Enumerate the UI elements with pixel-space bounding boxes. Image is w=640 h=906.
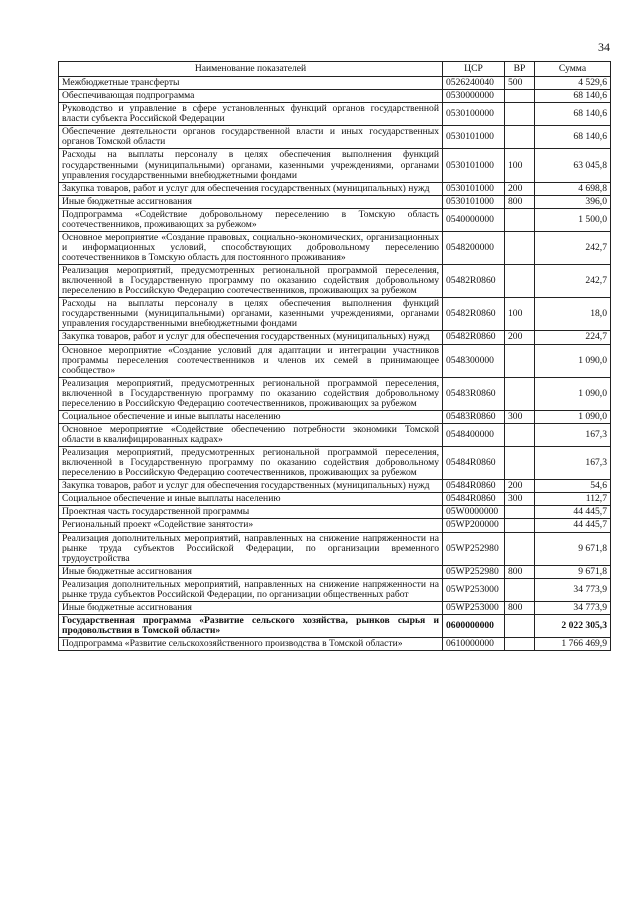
- cell-csr: 05482R0860: [443, 265, 505, 298]
- table-row: [59, 126, 611, 149]
- cell-sum: 44 445,7: [535, 519, 611, 532]
- cell-name: Расходы на выплаты персоналу в целях обеспечения выполнения функций государственными (муниципальными) органами, казенными учреждениями, органами управления государственными внебюджетными фондами: [59, 149, 443, 182]
- cell-name: Основное мероприятие «Содействие обеспечению потребности экономики Томской области в квалифицированных кадрах»: [59, 423, 443, 446]
- header-name: Наименование показателей: [59, 62, 443, 77]
- cell-vr: [505, 638, 535, 651]
- table-row: [59, 493, 611, 506]
- cell-vr: [505, 506, 535, 519]
- cell-vr: [505, 447, 535, 480]
- cell-vr: [505, 126, 535, 149]
- cell-csr: 05WP252980: [443, 532, 505, 565]
- cell-sum: 167,3: [535, 423, 611, 446]
- budget-table: [58, 61, 611, 651]
- cell-vr: 200: [505, 182, 535, 195]
- table-row: [59, 331, 611, 344]
- table-row: [59, 377, 611, 410]
- cell-sum: 34 773,9: [535, 601, 611, 614]
- cell-sum: 68 140,6: [535, 103, 611, 126]
- cell-name: Закупка товаров, работ и услуг для обеспечения государственных (муниципальных) нужд: [59, 331, 443, 344]
- cell-csr: 0530000000: [443, 90, 505, 103]
- cell-csr: 0526240040: [443, 77, 505, 90]
- cell-sum: 1 500,0: [535, 208, 611, 231]
- cell-name: Руководство и управление в сфере установленных функций органов государственной власти субъекта Российской Федерации: [59, 103, 443, 126]
- cell-csr: 0530101000: [443, 195, 505, 208]
- cell-sum: 4 529,6: [535, 77, 611, 90]
- cell-sum: 167,3: [535, 447, 611, 480]
- cell-name: Подпрограмма «Содействие добровольному переселению в Томскую область соотечественников, проживающих за рубежом»: [59, 208, 443, 231]
- cell-csr: 0548400000: [443, 423, 505, 446]
- table-row: [59, 614, 611, 637]
- cell-vr: 800: [505, 195, 535, 208]
- cell-csr: 05482R0860: [443, 331, 505, 344]
- cell-sum: 9 671,8: [535, 565, 611, 578]
- cell-name: Подпрограмма «Развитие сельскохозяйственного производства в Томской области»: [59, 638, 443, 651]
- cell-name: Реализация мероприятий, предусмотренных региональной программой переселения, включенной в Государственную программу по оказанию содействия добровольному переселению в Российскую Федерацию соотечественников, проживающих за рубежом: [59, 265, 443, 298]
- cell-vr: [505, 377, 535, 410]
- table-row: [59, 344, 611, 377]
- header-vr: ВР: [505, 62, 535, 77]
- table-row: [59, 601, 611, 614]
- cell-name: Региональный проект «Содействие занятости»: [59, 519, 443, 532]
- table-row: [59, 195, 611, 208]
- cell-csr: 05484R0860: [443, 493, 505, 506]
- cell-name: Обеспечение деятельности органов государственной власти и иных государственных органов Томской области: [59, 126, 443, 149]
- cell-csr: 0530101000: [443, 149, 505, 182]
- table-row: [59, 578, 611, 601]
- cell-name: Государственная программа «Развитие сельского хозяйства, рынков сырья и продовольствия в Томской области»: [59, 614, 443, 637]
- cell-name: Реализация мероприятий, предусмотренных региональной программой переселения, включенной в Государственную программу по оказанию содействия добровольному переселению в Российскую Федерацию соотечественников, проживающих за рубежом: [59, 447, 443, 480]
- cell-vr: [505, 423, 535, 446]
- cell-name: Обеспечивающая подпрограмма: [59, 90, 443, 103]
- cell-sum: 34 773,9: [535, 578, 611, 601]
- cell-csr: 05484R0860: [443, 447, 505, 480]
- header-csr: ЦСР: [443, 62, 505, 77]
- table-row: [59, 182, 611, 195]
- cell-csr: 05W0000000: [443, 506, 505, 519]
- cell-name: Реализация дополнительных мероприятий, направленных на снижение напряженности на рынке труда субъектов Российской Федерации, по организации временного трудоустройства: [59, 532, 443, 565]
- cell-csr: 05WP253000: [443, 578, 505, 601]
- cell-csr: 0530101000: [443, 182, 505, 195]
- cell-csr: 05WP252980: [443, 565, 505, 578]
- table-row: [59, 423, 611, 446]
- cell-sum: 396,0: [535, 195, 611, 208]
- cell-csr: 05482R0860: [443, 298, 505, 331]
- cell-name: Реализация дополнительных мероприятий, направленных на снижение напряженности на рынке труда субъектов Российской Федерации, по организации общественных работ: [59, 578, 443, 601]
- table-row: [59, 103, 611, 126]
- cell-name: Закупка товаров, работ и услуг для обеспечения государственных (муниципальных) нужд: [59, 480, 443, 493]
- table-row: [59, 208, 611, 231]
- cell-name: Иные бюджетные ассигнования: [59, 195, 443, 208]
- cell-vr: 800: [505, 601, 535, 614]
- cell-sum: 1 090,0: [535, 344, 611, 377]
- cell-name: Реализация мероприятий, предусмотренных региональной программой переселения, включенной в Государственную программу по оказанию содействия добровольному переселению в Российскую Федерацию соотечественников, проживающих за рубежом: [59, 377, 443, 410]
- cell-csr: 0548200000: [443, 231, 505, 264]
- table-row: [59, 480, 611, 493]
- cell-csr: 05WP253000: [443, 601, 505, 614]
- table-row: [59, 638, 611, 651]
- cell-name: Основное мероприятие «Создание условий для адаптации и интеграции участников программы переселения соотечественников и членов их семей в принимающее сообщество»: [59, 344, 443, 377]
- cell-sum: 9 671,8: [535, 532, 611, 565]
- table-row: [59, 447, 611, 480]
- table-row: [59, 298, 611, 331]
- cell-sum: 2 022 305,3: [535, 614, 611, 637]
- cell-vr: [505, 614, 535, 637]
- page-number: 34: [598, 40, 610, 54]
- table-header: [59, 62, 611, 77]
- cell-sum: 242,7: [535, 231, 611, 264]
- cell-sum: 68 140,6: [535, 126, 611, 149]
- header-row: [59, 62, 611, 77]
- cell-csr: 05483R0860: [443, 377, 505, 410]
- table-row: [59, 265, 611, 298]
- cell-vr: [505, 231, 535, 264]
- cell-name: Социальное обеспечение и иные выплаты населению: [59, 493, 443, 506]
- table-row: [59, 77, 611, 90]
- cell-vr: [505, 90, 535, 103]
- cell-name: Иные бюджетные ассигнования: [59, 601, 443, 614]
- cell-csr: 0548300000: [443, 344, 505, 377]
- table-row: [59, 90, 611, 103]
- table-row: [59, 519, 611, 532]
- cell-csr: 0530100000: [443, 103, 505, 126]
- cell-vr: 500: [505, 77, 535, 90]
- table-row: [59, 231, 611, 264]
- table-row: [59, 532, 611, 565]
- cell-csr: 0530101000: [443, 126, 505, 149]
- cell-sum: 63 045,8: [535, 149, 611, 182]
- cell-vr: 100: [505, 149, 535, 182]
- cell-sum: 242,7: [535, 265, 611, 298]
- cell-name: Межбюджетные трансферты: [59, 77, 443, 90]
- cell-vr: 200: [505, 331, 535, 344]
- cell-name: Расходы на выплаты персоналу в целях обеспечения выполнения функций государственными (муниципальными) органами, казенными учреждениями, органами управления государственными внебюджетными фондами: [59, 298, 443, 331]
- cell-sum: 54,6: [535, 480, 611, 493]
- cell-sum: 18,0: [535, 298, 611, 331]
- cell-sum: 44 445,7: [535, 506, 611, 519]
- cell-vr: [505, 208, 535, 231]
- cell-vr: 300: [505, 493, 535, 506]
- cell-csr: 05WP200000: [443, 519, 505, 532]
- table-row: [59, 410, 611, 423]
- cell-csr: 05484R0860: [443, 480, 505, 493]
- cell-sum: 68 140,6: [535, 90, 611, 103]
- cell-vr: [505, 578, 535, 601]
- cell-sum: 1 766 469,9: [535, 638, 611, 651]
- cell-name: Закупка товаров, работ и услуг для обеспечения государственных (муниципальных) нужд: [59, 182, 443, 195]
- cell-vr: [505, 344, 535, 377]
- cell-vr: 300: [505, 410, 535, 423]
- table-row: [59, 565, 611, 578]
- table-row: [59, 149, 611, 182]
- cell-name: Проектная часть государственной программы: [59, 506, 443, 519]
- cell-name: Основное мероприятие «Создание правовых, социально-экономических, организационных и информационных условий, способствующих добровольному переселению соотечественников в Томскую область для постоянного проживания»: [59, 231, 443, 264]
- cell-sum: 1 090,0: [535, 410, 611, 423]
- cell-sum: 224,7: [535, 331, 611, 344]
- table-row: [59, 506, 611, 519]
- cell-sum: 1 090,0: [535, 377, 611, 410]
- table-body: [59, 77, 611, 651]
- cell-vr: 100: [505, 298, 535, 331]
- cell-csr: 05483R0860: [443, 410, 505, 423]
- header-sum: Сумма: [535, 62, 611, 77]
- cell-vr: [505, 103, 535, 126]
- cell-csr: 0610000000: [443, 638, 505, 651]
- cell-vr: 800: [505, 565, 535, 578]
- cell-sum: 112,7: [535, 493, 611, 506]
- cell-name: Социальное обеспечение и иные выплаты населению: [59, 410, 443, 423]
- cell-name: Иные бюджетные ассигнования: [59, 565, 443, 578]
- cell-vr: [505, 519, 535, 532]
- cell-csr: 0600000000: [443, 614, 505, 637]
- cell-vr: [505, 532, 535, 565]
- cell-csr: 0540000000: [443, 208, 505, 231]
- cell-sum: 4 698,8: [535, 182, 611, 195]
- cell-vr: [505, 265, 535, 298]
- cell-vr: 200: [505, 480, 535, 493]
